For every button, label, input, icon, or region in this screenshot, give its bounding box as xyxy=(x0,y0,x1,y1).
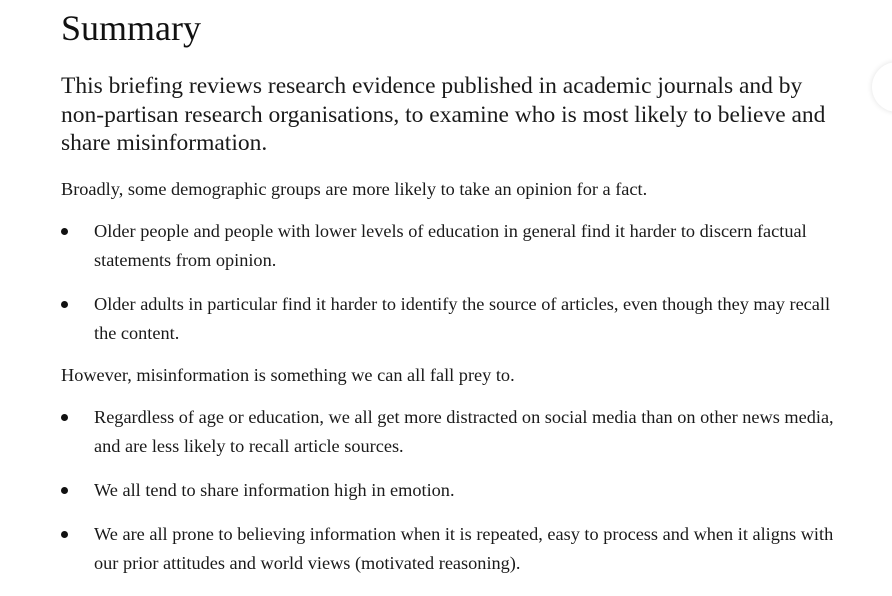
list-item xyxy=(61,520,841,578)
floating-side-button[interactable] xyxy=(872,62,892,112)
list-item-text: We all tend to share information high in emotion. xyxy=(94,479,455,500)
list-item-text: Older people and people with lower levels of education in general find it harder to discern factual statements from opinion. xyxy=(94,220,807,270)
lead-paragraph: This briefing reviews research evidence published in academic journals and by non-partisan research organisations, to examine who is most likely to believe and share misinformation. xyxy=(61,73,826,156)
section2-intro: However, misinformation is something we can all fall prey to. xyxy=(61,364,515,385)
summary-section xyxy=(61,6,841,591)
section1-intro: Broadly, some demographic groups are more likely to take an opinion for a fact. xyxy=(61,178,648,199)
list-item-text: Older adults in particular find it harder to identify the source of articles, even though they may recall the content. xyxy=(94,293,831,343)
page-title: Summary xyxy=(61,8,201,48)
bullet-icon xyxy=(61,414,68,421)
list-item-text: We are all prone to believing information when it is repeated, easy to process and when it aligns with our prior attitudes and world views (motivated reasoning). xyxy=(94,523,834,573)
list-item xyxy=(61,403,841,461)
bullet-icon xyxy=(61,228,68,235)
section1-bullet-list xyxy=(61,217,841,348)
bullet-icon xyxy=(61,487,68,494)
list-item xyxy=(61,217,841,275)
bullet-icon xyxy=(61,301,68,308)
list-item xyxy=(61,476,841,505)
bullet-icon xyxy=(61,531,68,538)
list-item xyxy=(61,290,841,348)
section2-bullet-list xyxy=(61,403,841,578)
list-item-text: Regardless of age or education, we all get more distracted on social media than on other news media, and are less likely to recall article sources. xyxy=(94,406,834,456)
